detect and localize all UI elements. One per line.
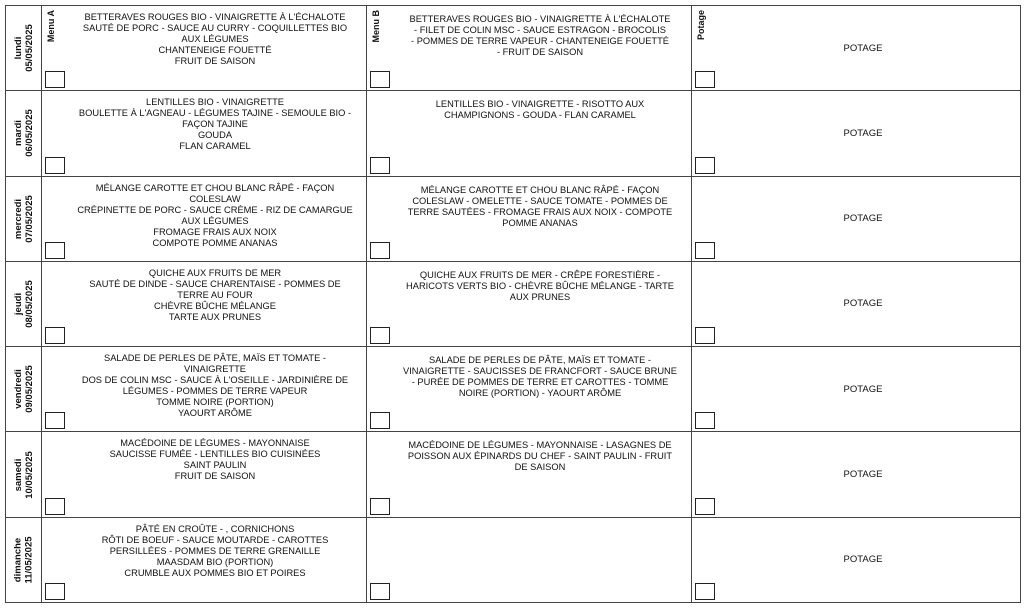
day-date: 08/05/2025 [23, 280, 35, 328]
menu-b-checkbox[interactable] [370, 71, 390, 88]
potage-checkbox[interactable] [695, 583, 715, 600]
menu-a-cell [42, 262, 367, 347]
menu-b-cell [367, 262, 692, 347]
potage-text: POTAGE [843, 554, 883, 566]
menu-a-text [70, 12, 360, 86]
menu-line: VINAIGRETTE [184, 364, 246, 375]
menu-table [5, 5, 1021, 603]
menu-b-column-label: Menu B [371, 10, 381, 43]
day-name: jeudi [12, 292, 24, 316]
potage-checkbox[interactable] [695, 71, 715, 88]
menu-b-text [395, 270, 685, 342]
menu-line: LENTILLES BIO - VINAIGRETTE [146, 97, 284, 108]
menu-line: TERRE SAUTÉES - FROMAGE FRAIS AUX NOIX - COMPOTE [407, 206, 673, 217]
menu-a-checkbox[interactable] [45, 327, 65, 344]
day-label [13, 280, 35, 328]
menu-b-text [395, 185, 685, 257]
day-name: samedi [12, 458, 24, 491]
menu-line: CHANTENEIGE FOUETTÉ [158, 45, 272, 55]
menu-line: AUX LÉGUMES [181, 215, 249, 226]
menu-b-text [395, 99, 685, 171]
menu-a-checkbox[interactable] [45, 498, 65, 515]
menu-line: FLAN CARAMEL [179, 141, 251, 152]
menu-line: - PURÉE DE POMMES DE TERRE ET CAROTTES - TOMME [411, 377, 669, 388]
day-name: dimanche [12, 537, 24, 583]
menu-line: CRÉPINETTE DE PORC - SAUCE CRÈME - RIZ DE CAMARGUE [77, 204, 353, 215]
menu-line: FAÇON TAJINE [182, 119, 248, 130]
menu-line: PÂTÉ EN CROÛTE - , CORNICHONS [135, 523, 295, 534]
potage-text: POTAGE [843, 213, 883, 225]
menu-b-text [395, 14, 685, 86]
day-name: mardi [12, 120, 24, 147]
menu-a-checkbox[interactable] [45, 157, 65, 174]
day-label [13, 536, 35, 583]
potage-text: POTAGE [843, 469, 883, 481]
menu-line: CRUMBLE AUX POMMES BIO ET POIRES [124, 567, 306, 578]
menu-a-column-label: Menu A [46, 10, 56, 43]
menu-b-cell [367, 432, 692, 517]
potage-checkbox[interactable] [695, 327, 715, 344]
day-cell [6, 518, 42, 603]
potage-checkbox[interactable] [695, 498, 715, 515]
menu-b-cell [367, 91, 692, 176]
menu-line: PERSILLÉES - POMMES DE TERRE GRENAILLE [109, 545, 321, 556]
menu-b-text [395, 355, 685, 427]
menu-b-checkbox[interactable] [370, 583, 390, 600]
day-date: 09/05/2025 [23, 365, 35, 414]
menu-a-text [70, 183, 360, 257]
menu-line: SAUTÉ DE PORC - SAUCE AU CURRY - COQUILLETTES BIO [82, 23, 348, 33]
potage-cell [692, 177, 1021, 262]
day-cell [6, 6, 42, 91]
menu-line: MÉLANGE CAROTTE ET CHOU BLANC RÂPÉ - FAÇON [95, 182, 335, 193]
day-label [13, 451, 35, 499]
menu-line: POMME ANANAS [502, 217, 578, 228]
menu-line: - FILET DE COLIN MSC - SAUCE ESTRAGON - BROCOLIS [414, 25, 666, 35]
menu-line: GOUDA [197, 130, 233, 141]
menu-b-checkbox[interactable] [370, 157, 390, 174]
menu-b-cell [367, 518, 692, 603]
menu-a-checkbox[interactable] [45, 583, 65, 600]
menu-line: CHAMPIGNONS - GOUDA - FLAN CARAMEL [444, 110, 636, 121]
menu-a-text [70, 438, 360, 512]
day-date: 11/05/2025 [23, 536, 35, 584]
menu-a-cell [42, 432, 367, 517]
day-name: lundi [12, 36, 24, 60]
day-date: 05/05/2025 [23, 24, 35, 72]
menu-a-cell [42, 347, 367, 432]
menu-a-cell [42, 6, 367, 91]
menu-line: HARICOTS VERTS BIO - CHÈVRE BÛCHE MÉLANGE - TARTE [406, 280, 674, 291]
menu-line: FROMAGE FRAIS AUX NOIX [153, 226, 277, 237]
day-label [13, 366, 35, 414]
menu-line: NOIRE (PORTION) - YAOURT ARÔME [458, 388, 622, 399]
menu-line: COLESLAW [189, 193, 241, 204]
menu-a-cell [42, 177, 367, 262]
menu-a-text [70, 97, 360, 171]
potage-text: POTAGE [843, 298, 883, 310]
day-cell [6, 177, 42, 262]
menu-line: CHÈVRE BÛCHE MÉLANGE [154, 300, 276, 311]
day-date: 07/05/2025 [23, 194, 35, 243]
menu-line: QUICHE AUX FRUITS DE MER [148, 267, 282, 278]
menu-a-cell [42, 518, 367, 603]
day-cell [6, 347, 42, 432]
day-name: mercredi [12, 198, 24, 239]
potage-cell [692, 432, 1021, 517]
potage-checkbox[interactable] [695, 242, 715, 259]
menu-line: TOMME NOIRE (PORTION) [156, 397, 274, 408]
menu-line: COMPOTE POMME ANANAS [152, 237, 278, 248]
menu-line: COLESLAW - OMELETTE - SAUCE TOMATE - POMMES DE [412, 195, 668, 206]
day-label [13, 24, 35, 72]
menu-line: FRUIT DE SAISON [174, 56, 256, 66]
menu-line: SAUTÉ DE DINDE - SAUCE CHARENTAISE - POMMES DE [89, 278, 341, 289]
potage-cell [692, 347, 1021, 432]
day-label [13, 110, 35, 158]
menu-line: TARTE AUX PRUNES [168, 311, 262, 322]
menu-b-text [395, 440, 685, 512]
potage-text: POTAGE [843, 127, 883, 139]
menu-line: MÉLANGE CAROTTE ET CHOU BLANC RÂPÉ - FAÇON [420, 184, 660, 195]
menu-a-text [70, 268, 360, 342]
menu-line: SALADE DE PERLES DE PÂTE, MAÏS ET TOMATE - [429, 355, 651, 366]
menu-line: QUICHE AUX FRUITS DE MER - CRÊPE FORESTIÈRE - [419, 269, 661, 280]
day-date: 06/05/2025 [23, 109, 35, 158]
potage-cell [692, 91, 1021, 176]
menu-b-checkbox[interactable] [370, 327, 390, 344]
potage-checkbox[interactable] [695, 157, 715, 174]
menu-line: FRUIT DE SAISON [174, 471, 256, 482]
day-name: vendredi [12, 369, 24, 410]
day-cell [6, 91, 42, 176]
menu-b-cell [367, 6, 692, 91]
menu-a-checkbox[interactable] [45, 71, 65, 88]
menu-a-text [70, 353, 360, 427]
menu-b-cell [367, 177, 692, 262]
day-cell [6, 262, 42, 347]
menu-line: BETTERAVES ROUGES BIO - VINAIGRETTE À L'ÉCHALOTE [84, 12, 346, 22]
potage-text: POTAGE [843, 42, 883, 54]
menu-b-text [395, 526, 685, 598]
menu-b-cell [367, 347, 692, 432]
menu-line: LÉGUMES - POMMES DE TERRE VAPEUR [122, 386, 308, 397]
menu-line: SAUCISSE FUMÉE - LENTILLES BIO CUISINÉES [109, 449, 321, 460]
menu-line: - FRUIT DE SAISON [496, 47, 584, 57]
day-cell [6, 432, 42, 517]
menu-line: MACÉDOINE DE LÉGUMES - MAYONNAISE [120, 438, 310, 449]
menu-line: RÔTI DE BOEUF - SAUCE MOUTARDE - CAROTTES [101, 534, 329, 545]
menu-line: - POMMES DE TERRE VAPEUR - CHANTENEIGE FOUETTÉ [411, 36, 669, 46]
menu-line: TERRE AU FOUR [177, 289, 253, 300]
menu-a-checkbox[interactable] [45, 242, 65, 259]
menu-line: DE SAISON [514, 462, 566, 473]
menu-b-checkbox[interactable] [370, 242, 390, 259]
day-label [13, 195, 35, 243]
potage-cell [692, 518, 1021, 603]
potage-text: POTAGE [843, 383, 883, 395]
menu-line: VINAIGRETTE - SAUCISSES DE FRANCFORT - SAUCE BRUNE [403, 366, 677, 377]
menu-line: BETTERAVES ROUGES BIO - VINAIGRETTE À L'ÉCHALOTE [409, 14, 671, 24]
potage-cell [692, 262, 1021, 347]
menu-line: SALADE DE PERLES DE PÂTE, MAÏS ET TOMATE - [104, 353, 326, 364]
menu-b-checkbox[interactable] [370, 412, 390, 429]
menu-line: AUX LÉGUMES [181, 34, 249, 44]
day-date: 10/05/2025 [23, 450, 35, 499]
menu-line: LENTILLES BIO - VINAIGRETTE - RISOTTO AUX [435, 99, 645, 110]
menu-a-cell [42, 91, 367, 176]
menu-a-checkbox[interactable] [45, 412, 65, 429]
potage-column-label: Potage [696, 10, 706, 41]
menu-line: POISSON AUX ÉPINARDS DU CHEF - SAINT PAULIN - FRUIT [407, 451, 673, 462]
menu-line: MACÉDOINE DE LÉGUMES - MAYONNAISE - LASAGNES DE [408, 440, 672, 451]
menu-line: DOS DE COLIN MSC - SAUCE À L'OSEILLE - JARDINIÈRE DE [81, 375, 349, 386]
potage-cell [692, 6, 1021, 91]
menu-line: AUX PRUNES [509, 291, 571, 302]
menu-line: YAOURT ARÔME [178, 408, 252, 419]
menu-b-checkbox[interactable] [370, 498, 390, 515]
menu-a-text [70, 524, 360, 598]
menu-line: SAINT PAULIN [183, 460, 247, 471]
potage-checkbox[interactable] [695, 412, 715, 429]
menu-line: BOULETTE À L'AGNEAU - LÉGUMES TAJINE - SEMOULE BIO - [78, 108, 352, 119]
menu-line: MAASDAM BIO (PORTION) [156, 556, 274, 567]
